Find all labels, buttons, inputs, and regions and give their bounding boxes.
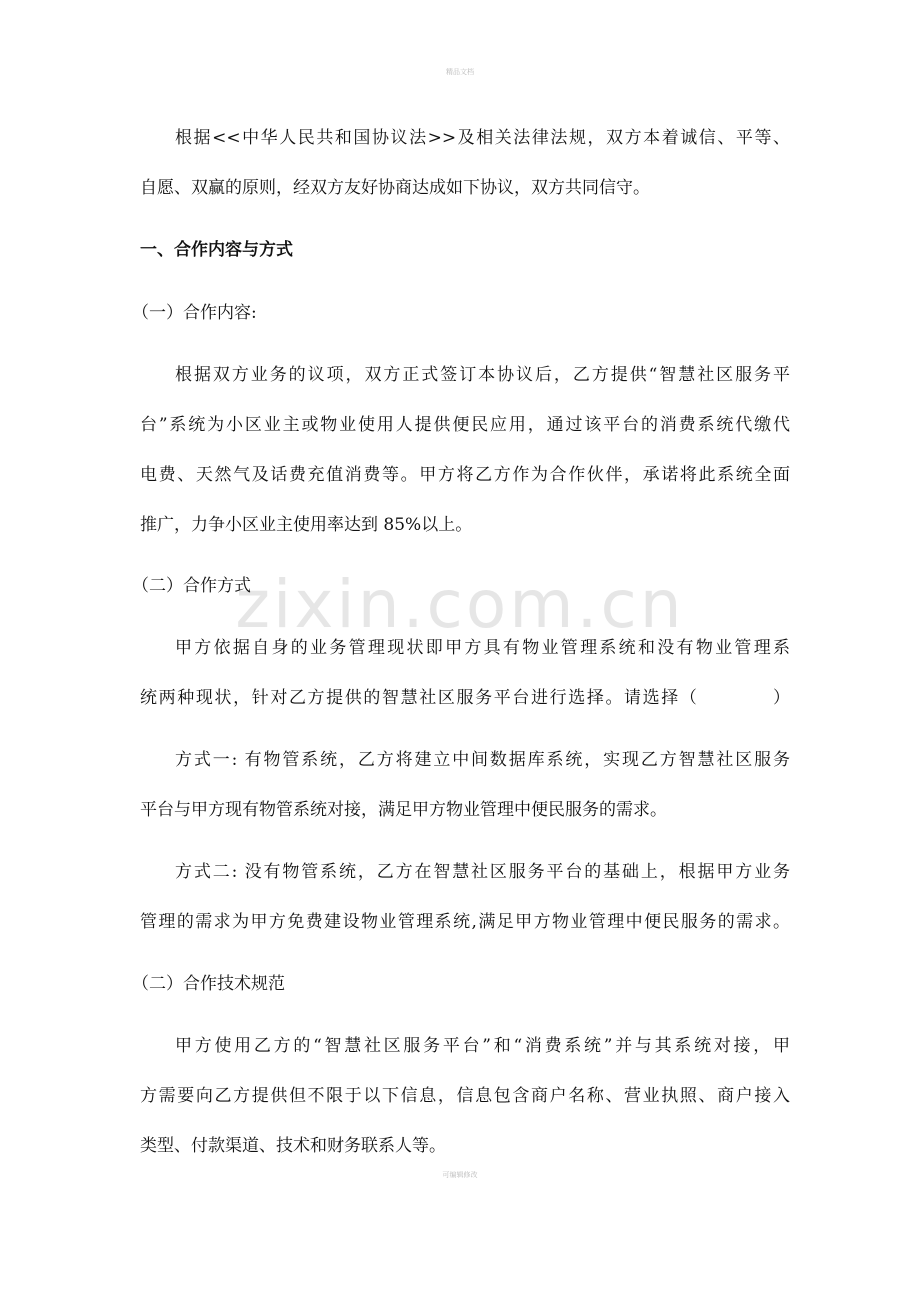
paragraph-intro-line-1: 根据<<中华人民共和国协议法>>及相关法律法规，双方本着诚信、平等、	[175, 128, 790, 148]
paragraph-content-line-3: 电费、天然气及话费充值消费等。甲方将乙方作为合作伙伴，承诺将此系统全面	[140, 465, 790, 485]
site-watermark: zixin.com.cn	[235, 566, 685, 643]
paragraph-option2-line-2: 管理的需求为甲方免费建设物业管理系统,满足甲方物业管理中便民服务的需求。	[140, 912, 790, 932]
footer-watermark-text: 可编辑修改	[442, 1171, 478, 1179]
paragraph-content-line-1: 根据双方业务的议项，双方正式签订本协议后，乙方提供“智慧社区服务平	[175, 365, 790, 385]
paragraph-tech-line-2: 方需要向乙方提供但不限于以下信息，信息包含商户名称、营业执照、商户接入	[140, 1086, 790, 1106]
paragraph-method-line-1: 甲方依据自身的业务管理现状即甲方具有物业管理系统和没有物业管理系	[175, 638, 790, 658]
paragraph-tech-line-1: 甲方使用乙方的“智慧社区服务平台”和“消费系统”并与其系统对接，甲	[175, 1036, 790, 1056]
paragraph-option1-line-1: 方式一: 有物管系统，乙方将建立中间数据库系统，实现乙方智慧社区服务	[175, 750, 790, 770]
section-heading-cooperation: 一、合作内容与方式	[140, 240, 293, 260]
paragraph-content-line-4: 推广，力争小区业主使用率达到 85%以上。	[140, 515, 473, 535]
paragraph-tech-line-3: 类型、付款渠道、技术和财务联系人等。	[140, 1136, 446, 1156]
paragraph-content-line-2: 台”系统为小区业主或物业使用人提供便民应用，通过该平台的消费系统代缴代	[140, 415, 790, 435]
subheading-cooperation-method: （二）合作方式	[132, 576, 251, 596]
header-watermark-text: 精品文档	[446, 68, 474, 76]
paragraph-intro-line-2: 自愿、双赢的原则，经双方友好协商达成如下协议，双方共同信守。	[140, 178, 650, 198]
subheading-tech-spec: （二）合作技术规范	[132, 974, 285, 994]
subheading-cooperation-content: （一）合作内容:	[132, 303, 257, 323]
paragraph-option2-line-1: 方式二: 没有物管系统，乙方在智慧社区服务平台的基础上，根据甲方业务	[175, 862, 790, 882]
paragraph-method-line-2: 统两种现状，针对乙方提供的智慧社区服务平台进行选择。请选择（ ）	[140, 688, 790, 708]
paragraph-option1-line-2: 平台与甲方现有物管系统对接，满足甲方物业管理中便民服务的需求。	[140, 800, 667, 820]
